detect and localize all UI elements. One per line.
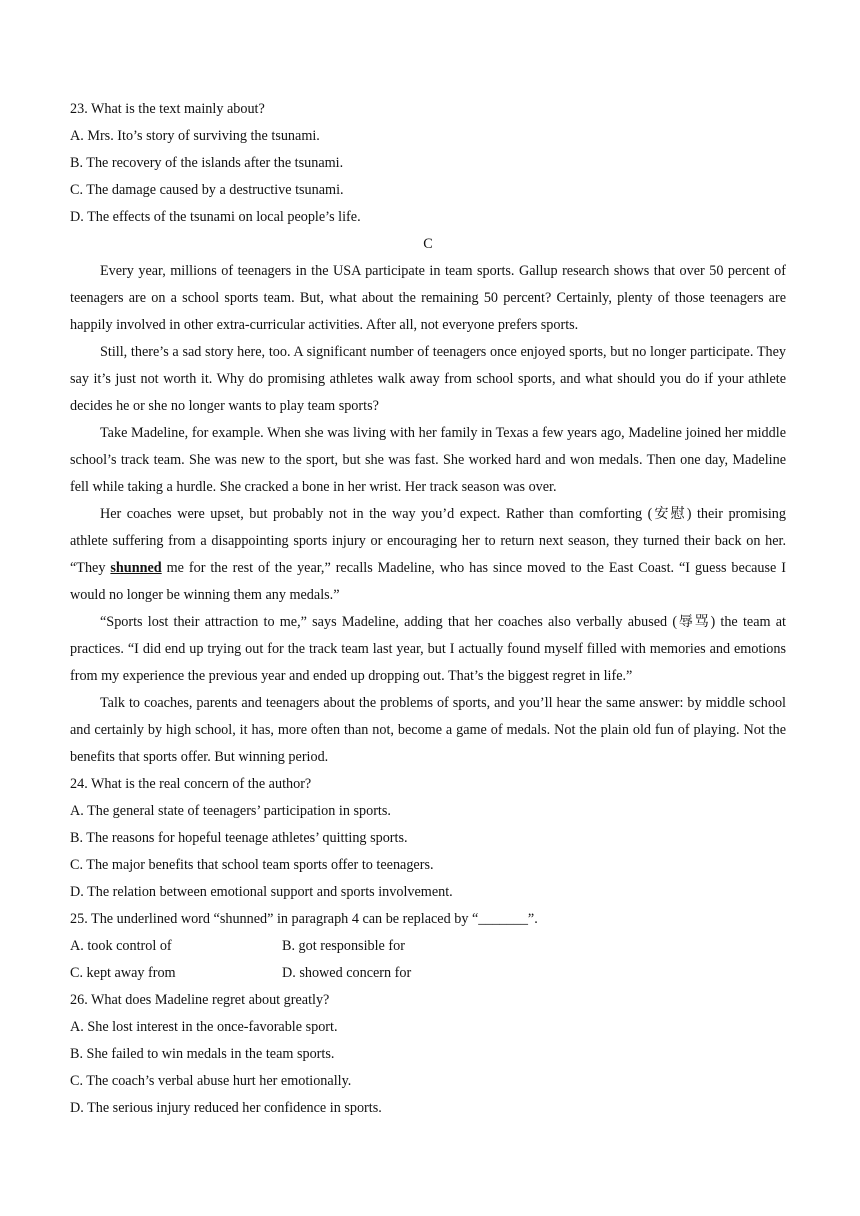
passage-paragraph-4 [70, 501, 786, 609]
passage-paragraph-3: Take Madeline, for example. When she was living with her family in Texas a few years ago, Madeline joined her middle school’s track team. She was new to the sport, but she was fast. She worked hard and won medals. Then one day, Madeline fell while taking a hurdle. She cracked a bone in her wrist. Her track season was over. [70, 425, 786, 495]
q26-option-a: A. She lost interest in the once-favorable sport. [70, 1019, 338, 1035]
exam-page [70, 96, 786, 1122]
passage-paragraph-1: Every year, millions of teenagers in the USA participate in team sports. Gallup research shows that over 50 percent of teenagers are on a school sports team. But, what about the remaining 50 percent? Certainly, plenty of those teenagers are happily involved in other extra-curricular activities. After all, not everyone prefers sports. [70, 263, 786, 333]
q25-option-b: B. got responsible for [282, 938, 405, 954]
q25-option-d: D. showed concern for [282, 965, 412, 981]
passage-paragraph-2: Still, there’s a sad story here, too. A significant number of teenagers once enjoyed sports, but no longer participate. They say it’s just not worth it. Why do promising athletes walk away from school sports, and what should you do if your athlete decides he or she no longer wants to play team sports? [70, 344, 786, 414]
q26-option-b: B. She failed to win medals in the team sports. [70, 1046, 335, 1062]
passage-paragraph-6: Talk to coaches, parents and teenagers about the problems of sports, and you’ll hear the same answer: by middle school and certainly by high school, it has, more often than not, become a game of medals. Not the plain old fun of playing. Not the benefits that sports offer. But winning period. [70, 695, 786, 765]
q25-option-a: A. took control of [70, 938, 172, 954]
q24-option-a: A. The general state of teenagers’ participation in sports. [70, 803, 391, 819]
q25-options-row-1 [70, 933, 786, 960]
q25-options-row-2 [70, 960, 786, 987]
q23-option-d: D. The effects of the tsunami on local people’s life. [70, 209, 361, 225]
q25-option-c: C. kept away from [70, 965, 176, 981]
q25-question: 25. The underlined word “shunned” in paragraph 4 can be replaced by “_______”. [70, 911, 538, 927]
passage-paragraph-5: “Sports lost their attraction to me,” says Madeline, adding that her coaches also verbally abused (辱骂) the team at practices. “I did end up trying out for the track team last year, but I actually found myself filled with memories and emotions from my experience the previous year and ended up dropping out. That’s the biggest regret in life.” [70, 614, 786, 684]
section-heading: C [423, 236, 433, 252]
paragraph-4-after: me for the rest of the year,” recalls Madeline, who has since moved to the East Coast. “I guess because I would no longer be winning them any medals.” [70, 560, 786, 603]
q24-option-d: D. The relation between emotional support and sports involvement. [70, 884, 453, 900]
q23-question: 23. What is the text mainly about? [70, 101, 265, 117]
paragraph-4-before: Her coaches were upset, but probably not in the way you’d expect. Rather than comforting (安慰) their promising athlete suffering from a disappointing sports injury or encouraging her to return next season, they turned their back on her. “They [70, 506, 786, 576]
q23-option-b: B. The recovery of the islands after the tsunami. [70, 155, 344, 171]
q26-question: 26. What does Madeline regret about greatly? [70, 992, 330, 1008]
q24-option-b: B. The reasons for hopeful teenage athletes’ quitting sports. [70, 830, 408, 846]
q23-option-c: C. The damage caused by a destructive tsunami. [70, 182, 344, 198]
q24-option-c: C. The major benefits that school team sports offer to teenagers. [70, 857, 434, 873]
underlined-word: shunned [110, 560, 162, 576]
q26-option-d: D. The serious injury reduced her confidence in sports. [70, 1100, 382, 1116]
q24-question: 24. What is the real concern of the author? [70, 776, 312, 792]
q26-option-c: C. The coach’s verbal abuse hurt her emotionally. [70, 1073, 352, 1089]
q23-option-a: A. Mrs. Ito’s story of surviving the tsunami. [70, 128, 320, 144]
